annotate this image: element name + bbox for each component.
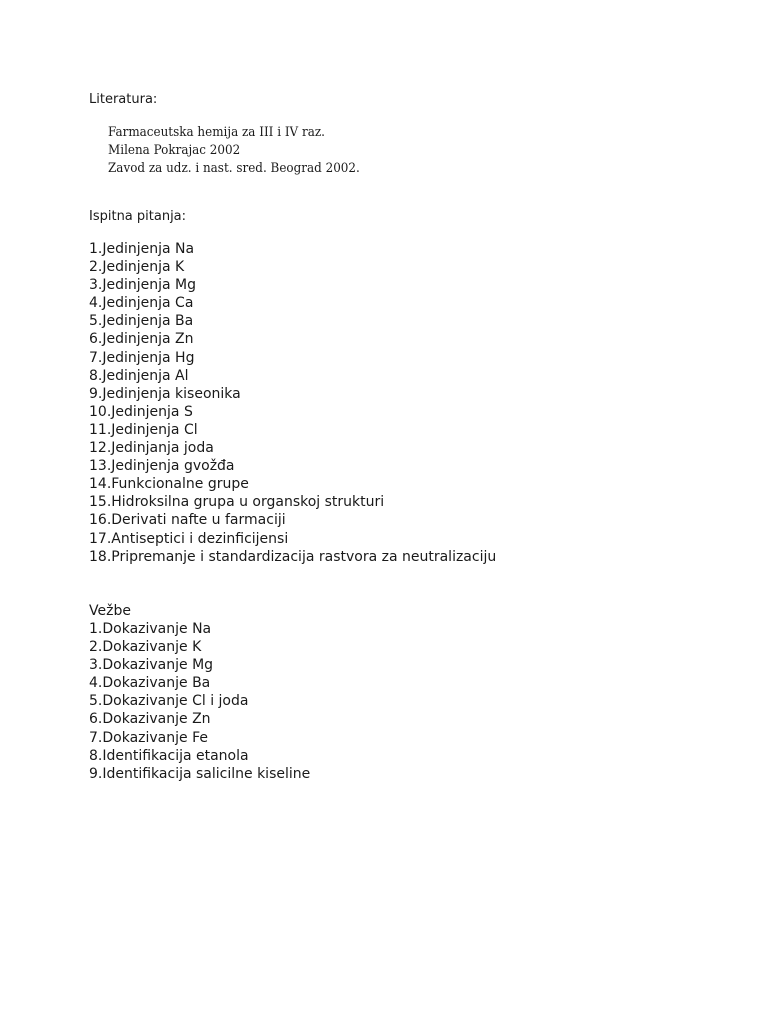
list-item: 4.Dokazivanje Ba [89,675,211,692]
list-item: 13.Jedinjenja gvožđa [89,458,235,475]
list-item: 15.Hidroksilna grupa u organskoj strukturi [89,494,385,511]
exercises-heading-text: Vežbe [89,603,131,619]
reference-line: Zavod za udz. i nast. sred. Beograd 2002. [108,161,360,176]
list-item: 5.Dokazivanje Cl i joda [89,693,249,710]
exam-questions-list [89,240,496,566]
list-item: 6.Dokazivanje Zn [89,711,211,728]
list-item: 8.Identifikacija etanola [89,747,249,764]
list-item: 2.Dokazivanje K [89,639,202,656]
list-item: 9.Identifikacija salicilne kiseline [89,765,311,782]
list-item: 9.Jedinjenja kiseonika [89,385,241,402]
list-item: 7.Dokazivanje Fe [89,729,208,746]
list-item: 3.Jedinjenja Mg [89,277,197,294]
list-item: 5.Jedinjenja Ba [89,313,194,330]
list-item: 10.Jedinjenja S [89,403,193,420]
list-item: 17.Antiseptici i dezinficijensi [89,530,289,547]
list-item: 3.Dokazivanje Mg [89,657,214,674]
reference-line: Milena Pokrajac 2002 [108,143,241,158]
reference-line: Farmaceutska hemija za III i IV raz. [108,125,325,140]
list-item: 1.Dokazivanje Na [89,621,212,637]
literature-reference [108,124,360,178]
list-item: 8.Jedinjenja Al [89,367,189,384]
list-item: 16.Derivati nafte u farmaciji [89,512,286,529]
exam-questions-heading-text: Ispitna pitanja: [89,209,187,224]
list-item: 12.Jedinjanja joda [89,440,214,457]
list-item: 1.Jedinjenja Na [89,241,195,257]
literature-heading-text: Literatura: [89,92,158,107]
list-item: 6.Jedinjenja Zn [89,331,194,348]
exam-questions-heading [89,208,186,226]
list-item: 7.Jedinjenja Hg [89,349,195,366]
list-item: 2.Jedinjenja K [89,259,185,276]
literature-heading [89,91,157,109]
exercises-heading [89,602,131,620]
list-item: 11.Jedinjenja Cl [89,421,198,438]
exercises-list [89,620,310,783]
list-item: 14.Funkcionalne grupe [89,476,249,493]
list-item: 4.Jedinjenja Ca [89,295,194,312]
list-item: 18.Pripremanje i standardizacija rastvora za neutralizaciju [89,548,497,565]
